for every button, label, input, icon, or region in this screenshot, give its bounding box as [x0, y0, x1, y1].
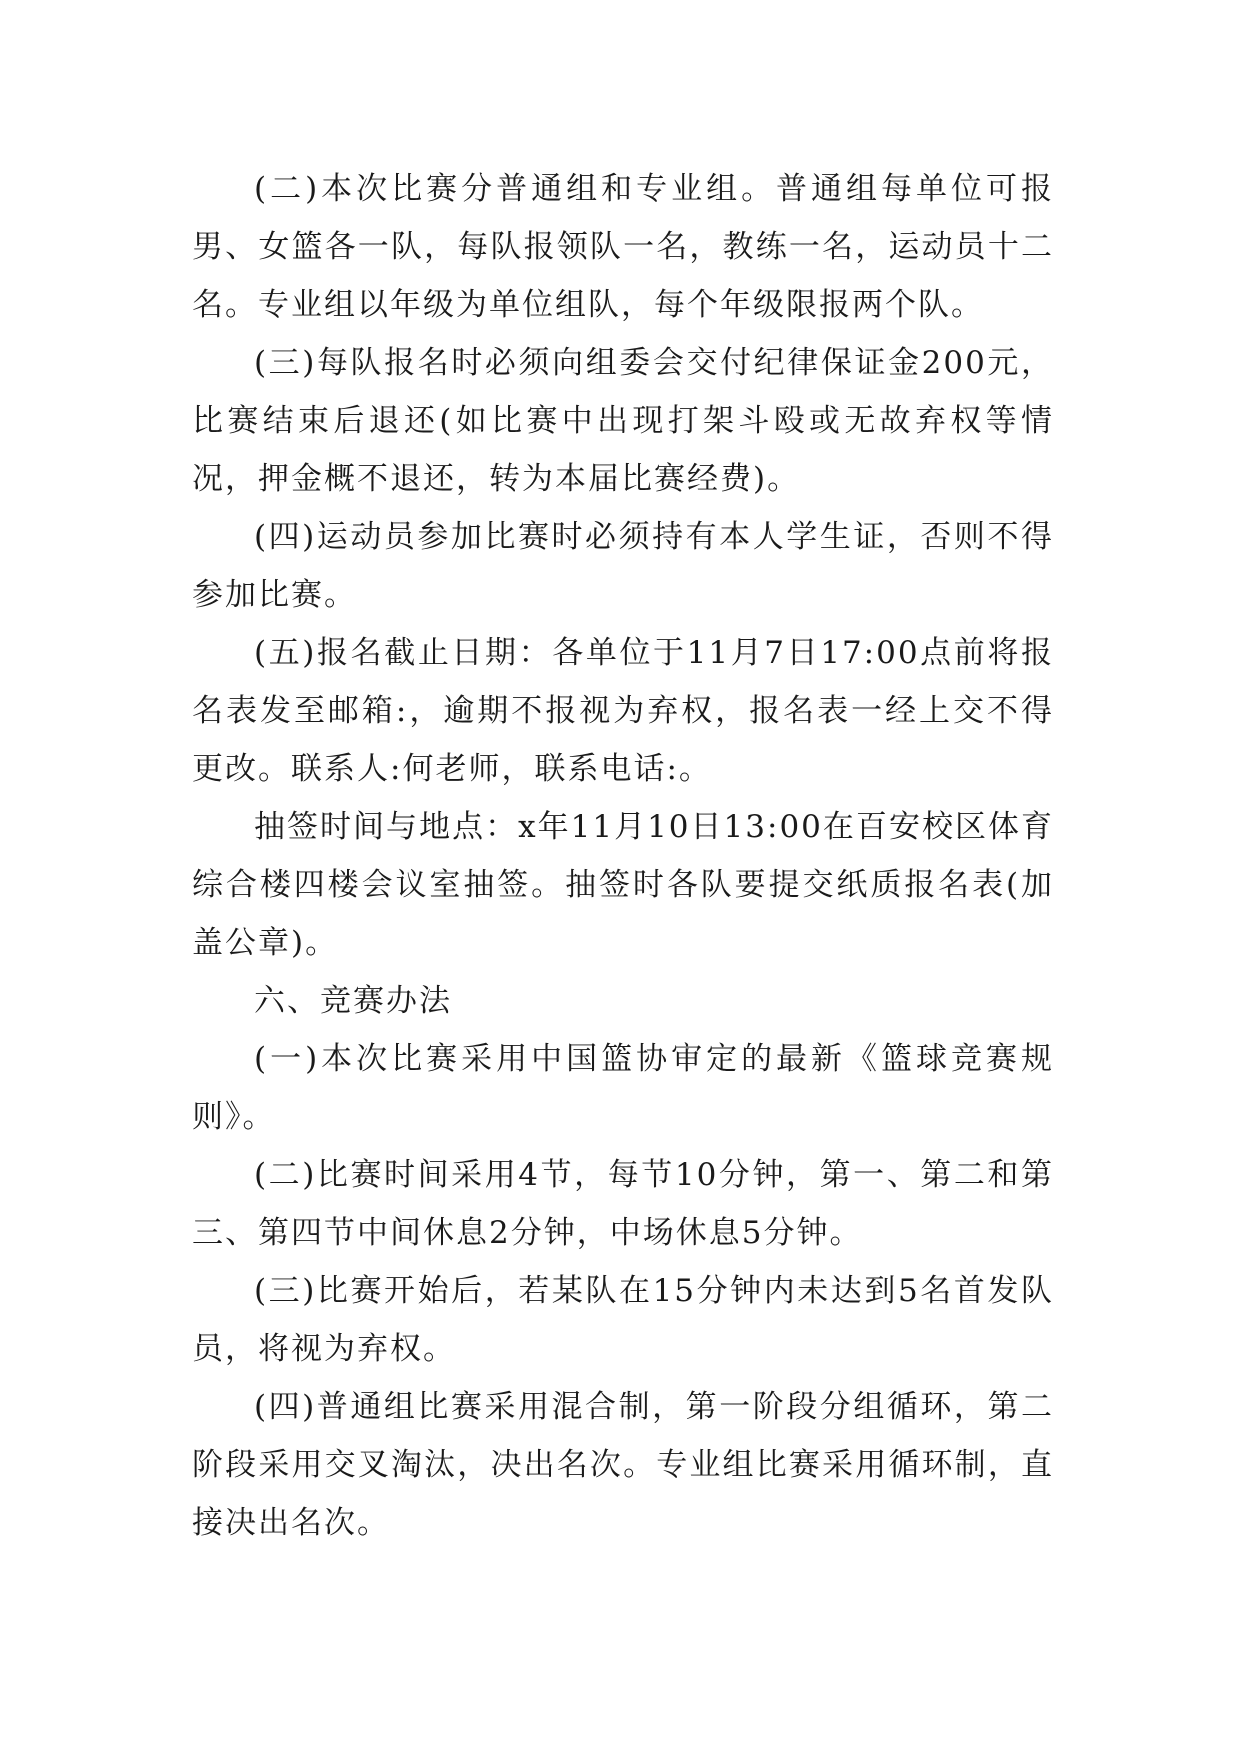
paragraph-game-time: (二)比赛时间采用4节，每节10分钟，第一、第二和第三、第四节中间休息2分钟，中场休息5分钟。: [192, 1157, 1054, 1251]
paragraph-forfeit: (三)比赛开始后，若某队在15分钟内未达到5名首发队员，将视为弃权。: [192, 1273, 1054, 1367]
paragraph-rules-adopted: (一)本次比赛采用中国篮协审定的最新《篮球竞赛规则》。: [192, 1041, 1054, 1135]
paragraph-competition-format: (四)普通组比赛采用混合制，第一阶段分组循环，第二阶段采用交叉淘汰，决出名次。专业组比赛采用循环制，直接决出名次。: [192, 1389, 1054, 1541]
paragraph-draw-time-location: 抽签时间与地点：x年11月10日13:00在百安校区体育综合楼四楼会议室抽签。抽签时各队要提交纸质报名表(加盖公章)。: [192, 809, 1054, 961]
paragraph-team-registration: (二)本次比赛分普通组和专业组。普通组每单位可报男、女篮各一队，每队报领队一名，教练一名，运动员十二名。专业组以年级为单位组队，每个年级限报两个队。: [192, 171, 1054, 323]
section-heading-competition-rules: 六、竞赛办法: [254, 983, 452, 1019]
paragraph-student-id: (四)运动员参加比赛时必须持有本人学生证，否则不得参加比赛。: [192, 519, 1054, 613]
paragraph-registration-deadline: (五)报名截止日期：各单位于11月7日17:00点前将报名表发至邮箱:，逾期不报视为弃权，报名表一经上交不得更改。联系人:何老师，联系电话:。: [192, 635, 1054, 787]
paragraph-deposit: (三)每队报名时必须向组委会交付纪律保证金200元，比赛结束后退还(如比赛中出现打架斗殴或无故弃权等情况，押金概不退还，转为本届比赛经费)。: [192, 345, 1054, 497]
document-body: [192, 160, 1054, 1552]
